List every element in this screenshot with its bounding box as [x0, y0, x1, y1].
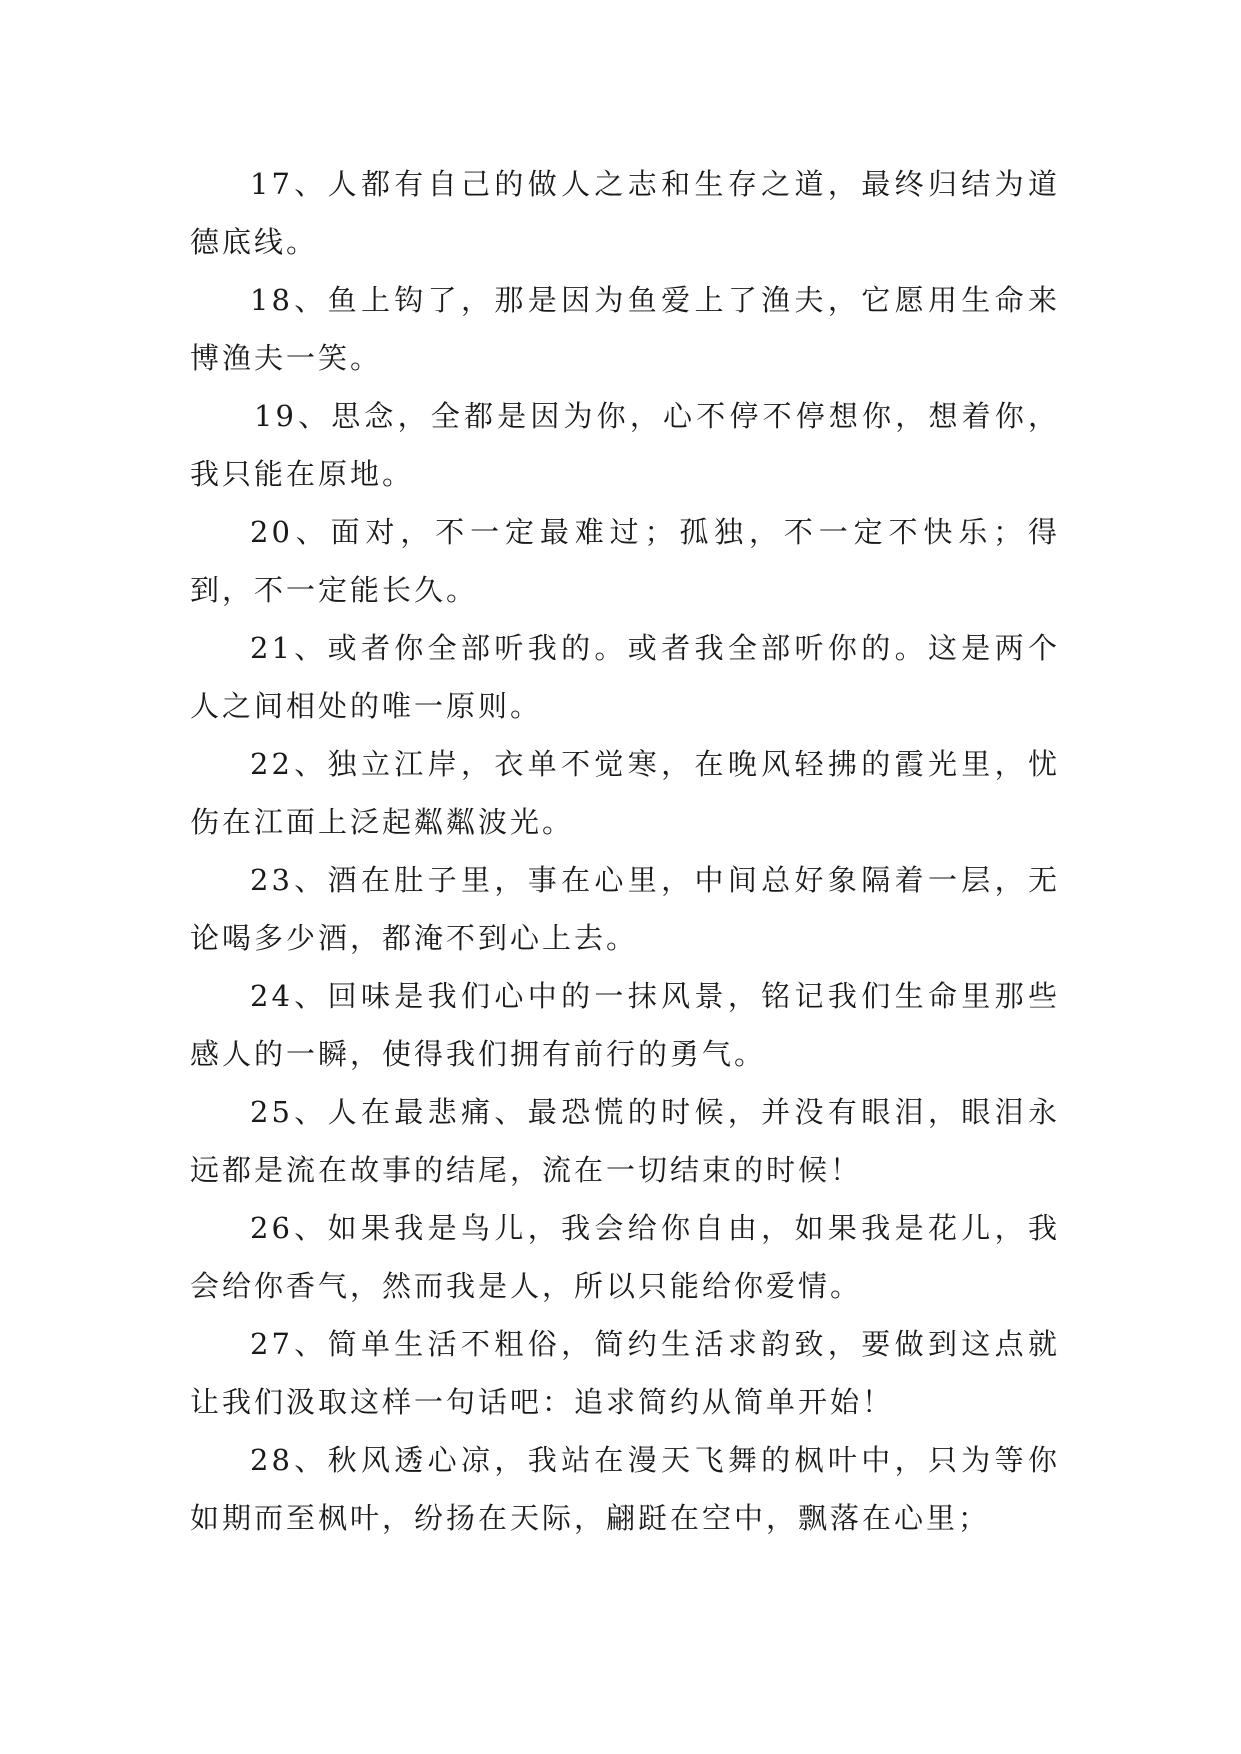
paragraph-28: 28、秋风透心凉，我站在漫天飞舞的枫叶中，只为等你如期而至枫叶，纷扬在天际，翩跹在空中，飘落在心里；	[190, 1443, 1060, 1535]
paragraph-20: 20、面对，不一定最难过；孤独，不一定不快乐；得到，不一定能长久。	[190, 515, 1060, 607]
paragraph-24: 24、回味是我们心中的一抹风景，铭记我们生命里那些感人的一瞬，使得我们拥有前行的勇气。	[190, 979, 1060, 1071]
paragraph-18: 18、鱼上钩了，那是因为鱼爱上了渔夫，它愿用生命来博渔夫一笑。	[190, 283, 1060, 375]
paragraph-27: 27、简单生活不粗俗，简约生活求韵致，要做到这点就让我们汲取这样一句话吧：追求简约从简单开始！	[190, 1327, 1060, 1419]
paragraph-23: 23、酒在肚子里，事在心里，中间总好象隔着一层，无论喝多少酒，都淹不到心上去。	[190, 863, 1060, 955]
paragraph-21: 21、或者你全部听我的。或者我全部听你的。这是两个人之间相处的唯一原则。	[190, 631, 1060, 723]
paragraph-19: 19、思念，全都是因为你，心不停不停想你，想着你，我只能在原地。	[190, 399, 1060, 491]
paragraph-26: 26、如果我是鸟儿，我会给你自由，如果我是花儿，我会给你香气，然而我是人，所以只能给你爱情。	[190, 1211, 1060, 1303]
paragraph-17: 17、人都有自己的做人之志和生存之道，最终归结为道德底线。	[190, 167, 1060, 259]
paragraph-25: 25、人在最悲痛、最恐慌的时候，并没有眼泪，眼泪永远都是流在故事的结尾，流在一切结束的时候！	[190, 1095, 1060, 1187]
paragraph-22: 22、独立江岸，衣单不觉寒，在晚风轻拂的霞光里，忧伤在江面上泛起粼粼波光。	[190, 747, 1060, 839]
document-body	[190, 155, 1060, 1547]
